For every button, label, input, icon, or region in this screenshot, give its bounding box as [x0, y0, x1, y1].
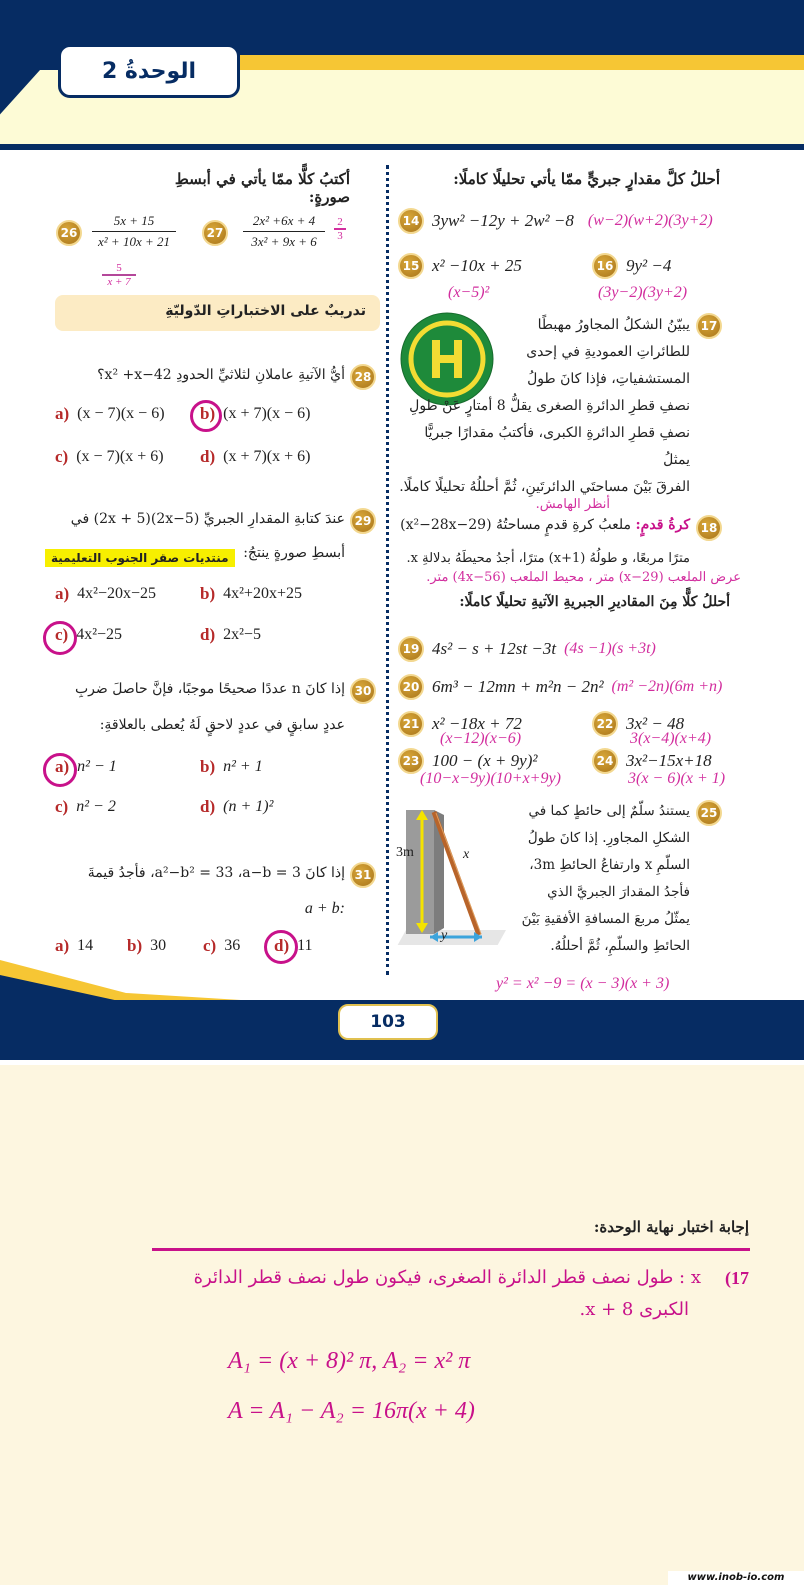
column-divider — [386, 165, 389, 975]
numerator: 5x + 15 — [92, 213, 176, 232]
answer-denominator: x + 7 — [107, 276, 131, 288]
answers-heading: إجابة اختبار نهاية الوحدة: — [593, 1218, 749, 1236]
question-29-line2: أبسطِ صورةٍ ينتجُ: — [243, 545, 345, 561]
fraction-27 — [243, 213, 325, 250]
answer-17 — [129, 1262, 749, 1326]
question-number-badge: 18 — [696, 515, 722, 541]
option-c[interactable] — [55, 447, 164, 467]
option-text: (x − 7)(x + 6) — [76, 448, 164, 465]
question-number-badge: 31 — [350, 862, 376, 888]
text-line: الحائطِ والسلّمِ، ثُمَّ أحللُهُ. — [550, 938, 690, 954]
question-number-badge: 16 — [592, 253, 618, 279]
ladder-length-label: x — [463, 847, 470, 862]
answer-numerator: 5 — [102, 262, 136, 276]
question-number-badge: 30 — [350, 678, 376, 704]
option-letter: a) — [55, 936, 70, 955]
option-d[interactable] — [200, 625, 261, 645]
question-expression: 3x² − 48 — [626, 714, 685, 733]
question-18-line2: مترًا مربعًا، و طولُهُ (x+1) مترًا، أجدُ محيطَهُ بدلالةِ x. — [406, 551, 690, 566]
option-letter: d) — [200, 797, 216, 816]
option-letter: c) — [55, 447, 69, 466]
option-text: n² − 2 — [76, 798, 116, 815]
option-letter: a) — [55, 404, 70, 423]
question-expression: 9y² −4 — [626, 256, 672, 275]
option-text: 30 — [150, 937, 167, 954]
instruction-simplify: أكتبُ كلًّا ممّا يأتي في أبسطِ صورةٍ: — [174, 170, 350, 206]
option-letter: d) — [200, 447, 216, 466]
denominator: 3x² + 9x + 6 — [251, 234, 317, 249]
text-line: يبيّنُ الشكلُ المجاورُ مهبطًا — [537, 317, 690, 333]
text-line: نصفِ قطرِ الدائرةِ الصغرى يقلُّ 8 أمتارٍ عَنْ طولِ — [409, 398, 690, 414]
answer-fraction-27 — [334, 216, 346, 242]
unit-title: الوحدةُ 2 — [101, 58, 197, 84]
question-16 — [592, 253, 671, 279]
area-equation-2: A = A₁ − A₂ = 16π(x + 4) — [228, 1398, 475, 1424]
text-line: يستندُ سلّمٌ إلى حائطٍ كما في — [528, 803, 690, 819]
international-tests-banner — [55, 295, 380, 331]
question-number-badge: 27 — [202, 220, 228, 246]
question-31-line1: إذا كانَ a²−b² = 33 ،a−b = 3، فأجدُ قيمةَ — [87, 865, 345, 881]
answer-17-line2: الكبرى x + 8. — [579, 1299, 689, 1320]
question-expression: 4s² − s + 12st −3t — [432, 639, 557, 658]
option-c[interactable] — [55, 797, 116, 817]
question-17-text-bottom — [396, 393, 690, 501]
selected-answer-circle — [43, 753, 77, 787]
instruction-factor-2: أحللُ كلًّا مِنَ المقاديرِ الجبريةِ الآتيةِ تحليلًا كاملًا: — [459, 594, 730, 610]
text-line: الفرقَ بَيْنَ مساحتَي الدائرتَينِ، ثُمَّ أحللُهُ تحليلًا كاملًا. — [399, 479, 690, 495]
answer-fraction-26 — [102, 262, 136, 288]
option-b[interactable] — [200, 757, 263, 777]
ladder-figure — [396, 810, 508, 945]
denominator: x² + 10x + 21 — [98, 234, 170, 249]
answer-numerator: 2 — [334, 216, 346, 230]
handwritten-answer-21: (x−12)(x−6) — [440, 730, 522, 747]
option-b[interactable] — [200, 584, 302, 604]
question-15 — [398, 253, 522, 279]
question-number-badge: 20 — [398, 674, 424, 700]
handwritten-answer: (w−2)(w+2)(3y+2) — [587, 212, 713, 229]
handwritten-answer: (4s −1)(s +3t) — [564, 640, 656, 657]
option-text: (x − 7)(x − 6) — [77, 405, 165, 422]
answer-item-number: 17) — [725, 1268, 749, 1288]
text-line: المستشفياتِ، فإذا كانَ طولُ — [527, 371, 690, 387]
option-text: 4x²+20x+25 — [223, 585, 302, 602]
text-line: فأجدُ المقدارَ الجبريَّ الذي — [547, 884, 690, 900]
handwritten-answer: (m² −2n)(6m +n) — [611, 678, 723, 695]
option-letter: c) — [203, 936, 217, 955]
question-number-badge: 28 — [350, 364, 376, 390]
numerator: 2x² +6x + 4 — [243, 213, 325, 232]
option-letter: b) — [200, 404, 216, 423]
question-expression: 100 − (x + 9y)² — [432, 751, 538, 770]
option-a[interactable] — [55, 936, 93, 956]
unit-tab — [58, 44, 240, 98]
question-30-line2: عددٍ سابقٍ في عددٍ لاحقٍ لَهُ يُعطى بالعلاقةِ: — [99, 717, 345, 733]
question-expression: 6m³ − 12mn + m²n − 2n² — [432, 677, 604, 696]
question-number-badge: 23 — [398, 748, 424, 774]
option-letter: b) — [127, 936, 143, 955]
header-stripe — [240, 55, 804, 70]
option-letter: d) — [200, 625, 216, 644]
wall-height-label: 3m — [396, 845, 414, 860]
helipad-figure — [400, 312, 494, 406]
question-number-badge: 29 — [350, 508, 376, 534]
answer-text: x : طول نصف قطر الدائرة الصغرى، فيكون طول نصف قطر الدائرة — [193, 1267, 701, 1288]
option-text: (x + 7)(x − 6) — [223, 405, 311, 422]
answer-denominator: 3 — [337, 230, 343, 242]
option-d[interactable] — [200, 797, 273, 817]
question-18-line1 — [396, 512, 690, 539]
handwritten-answer-16: (3y−2)(3y+2) — [598, 284, 688, 301]
handwritten-answer-15: (x−5)² — [448, 284, 490, 301]
option-letter: a) — [55, 584, 70, 603]
question-25-text — [515, 798, 690, 960]
option-letter: c) — [55, 797, 69, 816]
page-number: 103 — [338, 1004, 438, 1040]
handwritten-answer-18: عرض الملعب (x−29) متر ، محيط الملعب (4x−56) متر. — [426, 570, 741, 585]
selected-answer-circle — [43, 621, 77, 655]
option-letter: d) — [274, 936, 290, 955]
question-expression: x² −18x + 72 — [432, 714, 522, 733]
question-expression: 3yw² −12y + 2w² −8 — [432, 211, 574, 230]
question-number-badge: 14 — [398, 208, 424, 234]
selected-answer-circle — [190, 400, 222, 432]
question-28-text: أيُّ الآتيةِ عاملانِ لثلاثيِّ الحدودِ x² +x−42؟ — [97, 367, 345, 383]
question-number-badge: 15 — [398, 253, 424, 279]
option-text: 36 — [224, 937, 241, 954]
question-number-badge: 25 — [696, 800, 722, 826]
question-20 — [398, 674, 722, 700]
answer-17-line1 — [129, 1262, 749, 1294]
handwritten-answer-25: y² = x² −9 = (x − 3)(x + 3) — [496, 975, 670, 992]
option-text: 14 — [77, 937, 94, 954]
question-number-badge: 21 — [398, 711, 424, 737]
text-line: الشكلِ المجاورِ. إذا كانَ طولُ — [527, 830, 690, 846]
option-text: (x + 7)(x + 6) — [223, 448, 311, 465]
option-letter: b) — [200, 757, 216, 776]
option-text: n² − 1 — [77, 758, 117, 775]
base-distance-label: y — [441, 928, 448, 943]
instruction-factor: أحللُ كلَّ مقدارٍ جبريٍّ ممّا يأتي تحليلًا كاملًا: — [453, 170, 720, 188]
forum-banner-text: منتديات صقر الجنوب التعليمية — [45, 549, 235, 567]
option-text: 11 — [297, 937, 313, 954]
option-text: 4x²−20x−25 — [77, 585, 157, 602]
question-label: كرةُ قدمٍ: — [635, 517, 690, 533]
option-letter: c) — [55, 625, 69, 644]
text-line: نصفِ قطرِ الدائرةِ الكبرى، فأكتبُ مقدارًا جبريًّا يمثلُ — [424, 425, 690, 468]
handwritten-answer-22: 3(x−4)(x+4) — [630, 730, 712, 747]
question-29-line1: عندَ كتابةِ المقدارِ الجبريِّ (2x−5)(2x + 5) في — [70, 511, 345, 527]
question-number-badge: 17 — [696, 313, 722, 339]
handwritten-answer-24: 3(x − 6)(x + 1) — [628, 770, 726, 787]
question-expression: 3x²−15x+18 — [626, 751, 712, 770]
option-d[interactable] — [200, 447, 310, 467]
question-number-badge: 26 — [56, 220, 82, 246]
answer-note-17: أنظر الهامش. — [535, 497, 610, 512]
option-a[interactable] — [55, 404, 165, 424]
text-line: للطائراتِ العموديةِ في إحدى — [526, 344, 690, 360]
answers-rule — [152, 1248, 750, 1251]
question-17-text-top — [500, 312, 690, 393]
option-a[interactable] — [55, 584, 156, 604]
handwritten-answer-23: (10−x−9y)(10+x+9y) — [420, 770, 561, 787]
question-19 — [398, 636, 656, 662]
option-letter: b) — [200, 584, 216, 603]
site-watermark: www.inob-io.com — [668, 1571, 804, 1585]
question-number-badge: 22 — [592, 711, 618, 737]
question-31-line2: :a + b — [304, 900, 345, 917]
option-text: 4x²−25 — [76, 626, 123, 643]
selected-answer-circle — [264, 930, 298, 964]
forum-banner — [45, 547, 235, 566]
banner-title: تدريبٌ على الاختباراتِ الدّوليّةِ — [165, 303, 366, 319]
question-expression: x² −10x + 25 — [432, 256, 522, 275]
option-text: 2x²−5 — [223, 626, 261, 643]
option-c[interactable] — [203, 936, 240, 956]
option-text: (n + 1)² — [223, 798, 274, 815]
option-letter: a) — [55, 757, 70, 776]
text-line: ملعبُ كرةِ قدمٍ مساحتُهُ (x²−28x−29) — [400, 517, 632, 533]
question-number-badge: 24 — [592, 748, 618, 774]
question-14 — [398, 208, 713, 234]
area-equation-1: A₁ = (x + 8)² π, A₂ = x² π — [228, 1348, 471, 1374]
question-number-badge: 19 — [398, 636, 424, 662]
text-line: يمثّلُ مربعَ المسافةِ الأفقيةِ بَيْنَ — [521, 911, 690, 927]
question-30-line1: إذا كانَ n عددًا صحيحًا موجبًا، فإنَّ حاصلَ ضربِ — [75, 681, 345, 697]
fraction-26 — [92, 213, 176, 250]
option-text: n² + 1 — [223, 758, 263, 775]
text-line: السلّمِ x وارتفاعُ الحائطِ 3m، — [529, 857, 690, 873]
option-b[interactable] — [127, 936, 166, 956]
